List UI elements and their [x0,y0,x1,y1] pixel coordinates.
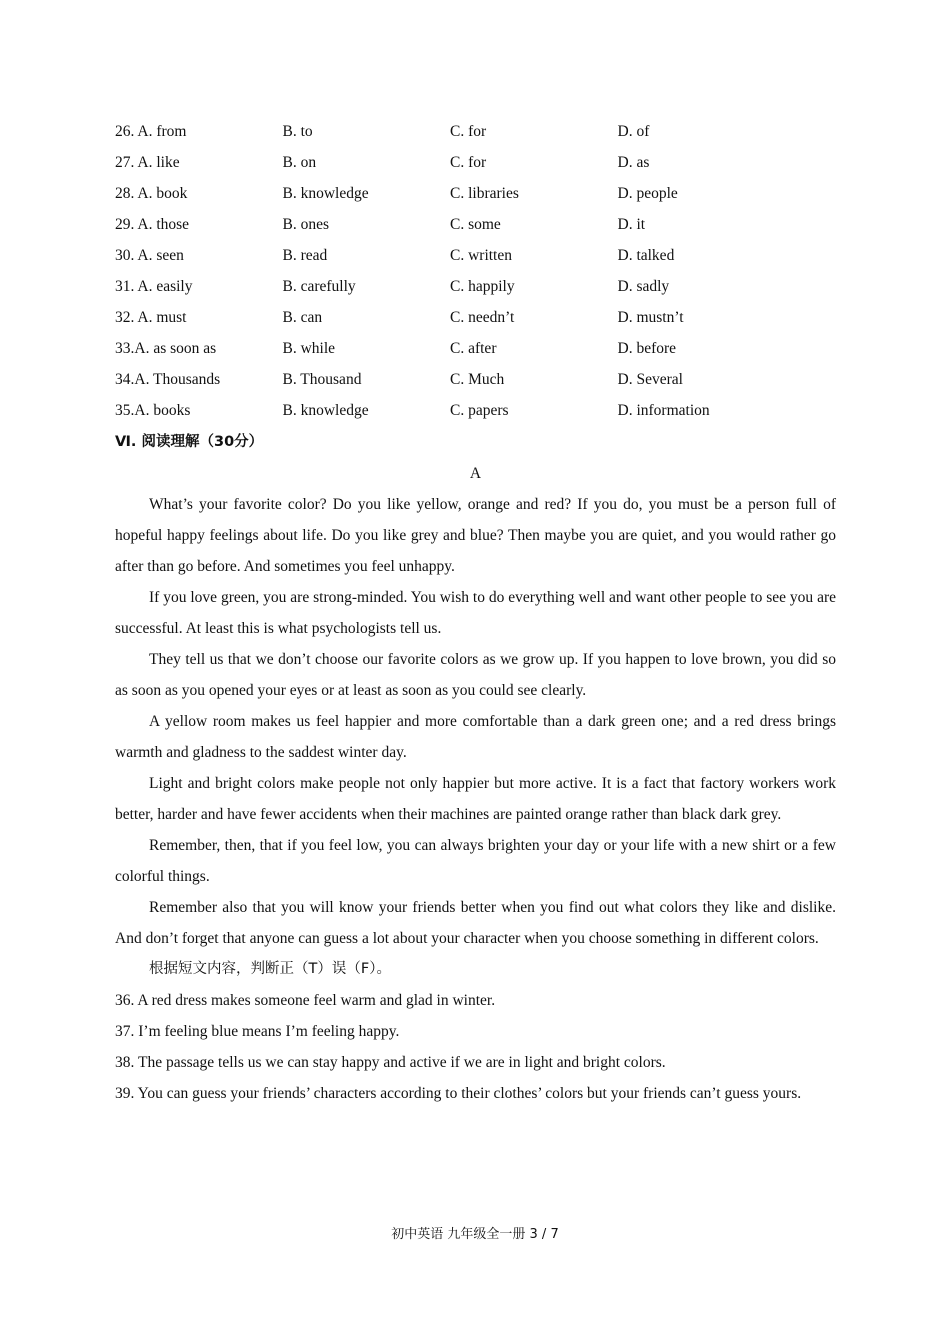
question: 36. A red dress makes someone feel warm and glad in winter. [115,992,496,1009]
options-row-35 [115,395,836,426]
option: C. after [450,340,497,357]
option: C. libraries [450,185,519,202]
option: D. people [617,185,678,202]
option: 34.A. Thousands [115,371,221,388]
option: C. some [450,216,501,233]
page-footer: 初中英语 九年级全一册 3 / 7 [391,1227,559,1242]
passage-body [115,489,836,1109]
option: 27. A. like [115,154,180,171]
option: D. sadly [617,278,670,295]
paragraph: What’s your favorite color? Do you like yellow, orange and red? If you do, you must be a person full of hopeful happy feelings about life. Do you like grey and blue? Then maybe you are quiet, and you would rather go after than go before. And sometimes you feel unhappy. [115,496,836,575]
option: 30. A. seen [115,247,184,264]
option: C. happily [450,278,515,295]
option: B. read [282,247,328,264]
options-table [115,116,836,426]
passage-title: A [469,465,482,482]
option: C. Much [450,371,505,388]
option: C. for [450,154,487,171]
options-row-28 [115,178,836,209]
option: D. talked [617,247,675,264]
instruction: 根据短文内容，判断正（T）误（F）。 [149,961,391,977]
option: C. for [450,123,487,140]
question: 39. You can guess your friends’ characters according to their clothes’ colors but your friends can’t guess yours. [115,1085,802,1102]
option: B. ones [282,216,329,233]
option: 28. A. book [115,185,188,202]
options-row-27 [115,147,836,178]
option: D. before [617,340,677,357]
option: 31. A. easily [115,278,193,295]
options-row-26 [115,116,836,147]
section-heading: Ⅵ. 阅读理解（30分） [115,434,264,450]
option: 29. A. those [115,216,190,233]
option: B. on [282,154,317,171]
option: D. mustn’t [617,309,684,326]
options-row-34 [115,364,836,395]
option: C. written [450,247,512,264]
paragraph: If you love green, you are strong-minded. You wish to do everything well and want other people to see you are successful. At least this is what psychologists tell us. [115,589,836,637]
paragraph: They tell us that we don’t choose our favorite colors as we grow up. If you happen to love brown, you did so as soon as you opened your eyes or at least as soon as you could see clearly. [115,651,836,699]
option: B. to [282,123,313,140]
option: 32. A. must [115,309,187,326]
options-row-29 [115,209,836,240]
options-row-33 [115,333,836,364]
options-row-30 [115,240,836,271]
question: 37. I’m feeling blue means I’m feeling happy. [115,1023,400,1040]
option: C. papers [450,402,509,419]
option: D. as [617,154,650,171]
option: B. knowledge [282,402,369,419]
option: 35.A. books [115,402,191,419]
option: B. while [282,340,336,357]
option: 33.A. as soon as [115,340,217,357]
option: B. can [282,309,323,326]
option: B. knowledge [282,185,369,202]
paragraph: Remember, then, that if you feel low, you can always brighten your day or your life with a new shirt or a few colorful things. [115,837,836,885]
options-row-31 [115,271,836,302]
option: C. needn’t [450,309,515,326]
option: D. of [617,123,650,140]
question: 38. The passage tells us we can stay happy and active if we are in light and bright colors. [115,1054,666,1071]
paragraph: Light and bright colors make people not only happier but more active. It is a fact that factory workers work better, harder and have fewer accidents when their machines are painted orange rather than black dark grey. [115,775,836,823]
option: B. Thousand [282,371,362,388]
paragraph: A yellow room makes us feel happier and more comfortable than a dark green one; and a red dress brings warmth and gladness to the saddest winter day. [115,713,836,761]
option: D. it [617,216,646,233]
option: D. Several [617,371,683,388]
options-row-32 [115,302,836,333]
option: D. information [617,402,710,419]
option: B. carefully [282,278,356,295]
paragraph: Remember also that you will know your friends better when you find out what colors they like and dislike. And don’t forget that anyone can guess a lot about your character when you choose something in different colors. [115,899,836,947]
option: 26. A. from [115,123,187,140]
